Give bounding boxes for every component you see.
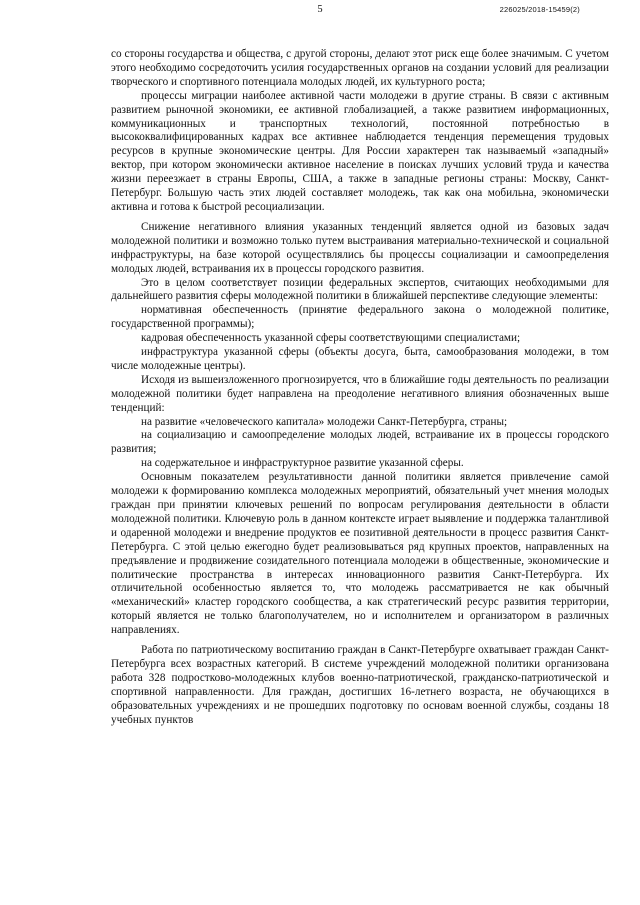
list-item-personnel: кадровая обеспеченность указанной сферы соответствующими специалистами;: [141, 332, 521, 345]
list-item-development: на содержательное и инфраструктурное развитие указанной сферы.: [141, 457, 464, 470]
list-item-human-capital: на развитие «человеческого капитала» молодежи Санкт-Петербурга, страны;: [141, 415, 508, 428]
list-item-socialization: на социализацию и самоопределение молодых людей, встраивание их в процессы городского развития;: [111, 429, 609, 456]
paragraph-migration: процессы миграции наиболее активной части молодежи в другие страны. В связи с активным развитием рыночной экономики, ее активной глобализацией, а также развитием информационных, коммуникационных и транспортных технологий, постоянной потребностью в высококвалифицированных кадрах все активнее наблюдается тенденция перемещения трудовых ресурсов в крупные экономические центры. Для России характерен так называемый «западный» вектор, при котором экономически активное население в поисках лучших условий труда и качества жизни переезжает в страны Европы, США, а также в западные регионы страны: Москву, Санкт-Петербург. Большую часть этих людей составляет молодежь, так как она мобильна, экономически активна и готова к быстрой ресоциализации.: [111, 89, 609, 213]
paragraph-risk-continuation: со стороны государства и общества, с другой стороны, делают этот риск еще более значимым. С учетом этого необходимо сосредоточить усилия государственных органов на создании условий для реализации творческого и спортивного потенциала молодых людей, их культурного роста;: [111, 48, 609, 88]
list-item-infrastructure: инфраструктура указанной сферы (объекты досуга, быта, самообразования молодежи, в том числе молодежные центры).: [111, 346, 609, 372]
paragraph-federal-experts: Это в целом соответствует позиции федеральных экспертов, считающих необходимыми для дальнейшего развития сферы молодежной политики в ближайшей перспективе следующие элементы:: [111, 276, 609, 303]
paragraph-negative-influence: Снижение негативного влияния указанных тенденций является одной из базовых задач молодежной политики и возможно только путем выстраивания материально-технической и социальной инфраструктуры, на базе которой осуществлялись бы процессы социализации и самоопределения молодых людей, встраивания их в процессы городского развития.: [111, 220, 609, 275]
paragraph-patriotic-education: Работа по патриотическому воспитанию граждан в Санкт-Петербурге охватывает граждан Санкт-Петербурга всех возрастных категорий. В системе учреждений молодежной политики организована работа 328 подростково-молодежных клубов военно-патриотической, гражданско-патриотической и спортивной направленности. Для граждан, достигших 16-летнего возраста, не обучающихся в образовательных учреждениях и не прошедших подготовку по основам военной службы, созданы 18 учебных пунктов: [111, 644, 609, 726]
paragraph-main-indicator: Основным показателем результативности данной политики является привлечение самой молодежи к формированию комплекса молодежных мероприятий, обязательный учет мнения молодых граждан при принятии ключевых решений по вопросам регулирования деятельности в области молодежной политики. Ключевую роль в данном контексте играет выявление и поддержка талантливой и одаренной молодежи и внедрение продуктов ее позитивной деятельности в процесс развития Санкт-Петербурга. С этой целью ежегодно будет реализовываться ряд крупных проектов, направленных на предъявление и продвижение созидательного потенциала молодежи в общественные, экономические и политические пространства в интересах инновационного развития Санкт-Петербурга. Их отличительной особенностью является то, что молодежь рассматривается не как обычный «механический» кластер городского сообщества, а как стратегический ресурс развития территории, который является не только благополучателем, но и исполнителем и организатором в различных направлениях.: [111, 471, 609, 637]
document-id: 226025/2018-15459(2): [499, 5, 580, 14]
paragraph-forecast: Исходя из вышеизложенного прогнозируется, что в ближайшие годы деятельность по реализации молодежной политики будет направлена на преодоление негативного влияния обозначенных выше тенденций:: [111, 373, 609, 414]
list-item-normative: нормативная обеспеченность (принятие федерального закона о молодежной политике, государственной программы);: [111, 304, 609, 331]
page-number: 5: [317, 4, 323, 15]
document-body: [111, 48, 609, 728]
